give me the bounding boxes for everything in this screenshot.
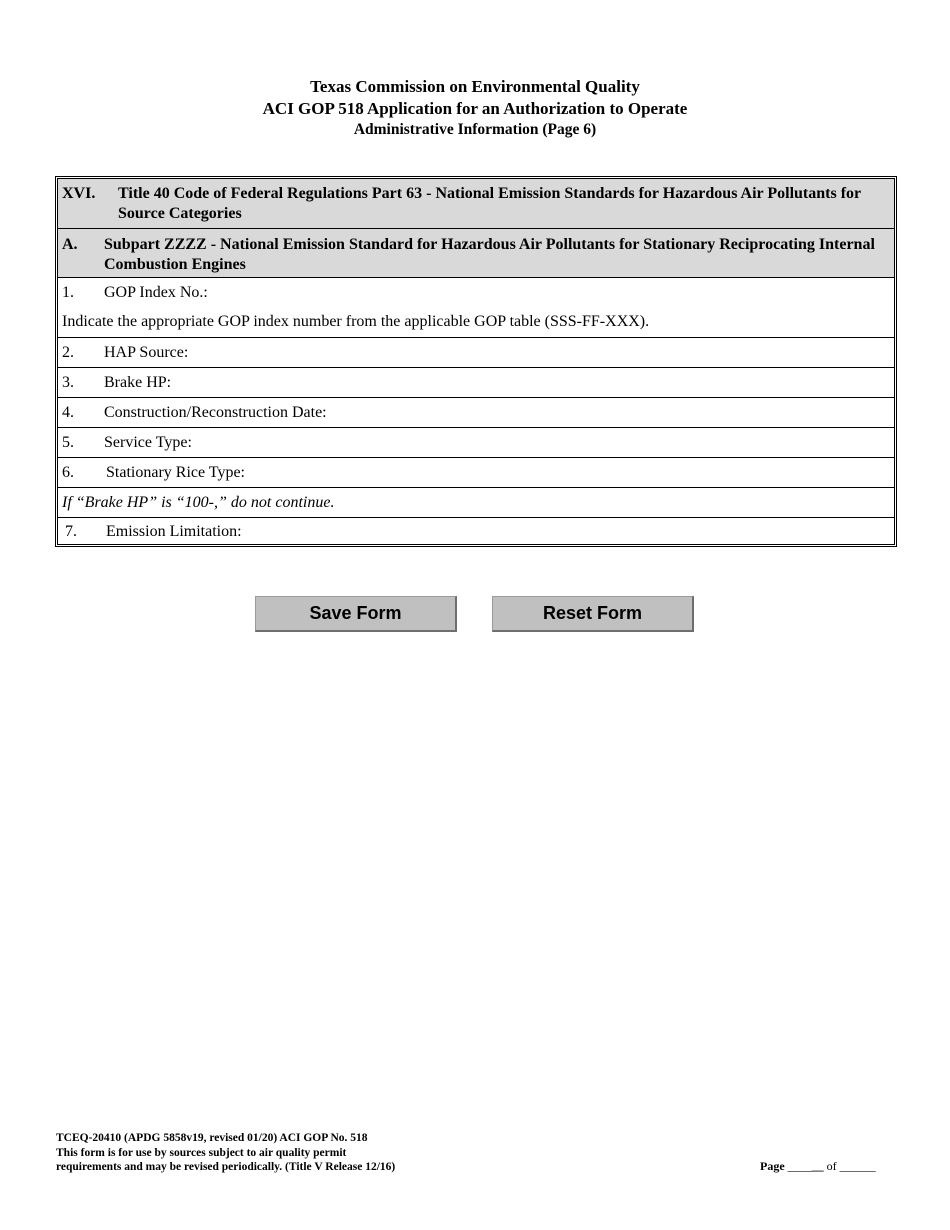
field-number: 3. — [62, 374, 74, 391]
page-number — [760, 1159, 876, 1173]
agency-title: Texas Commission on Environmental Quality — [310, 77, 640, 96]
brake-hp-note: If “Brake HP” is “100-,” do not continue. — [62, 494, 335, 511]
page-total: ______ — [839, 1159, 876, 1173]
field-number: 4. — [62, 404, 74, 421]
page-subtitle: Administrative Information (Page 6) — [353, 121, 597, 138]
field-number: 1. — [62, 284, 74, 301]
construction-date-label: Construction/Reconstruction Date: — [104, 404, 327, 421]
form-title: ACI GOP 518 Application for an Authorization to Operate — [262, 99, 688, 118]
gop-index-row[interactable] — [58, 277, 894, 337]
stationary-rice-type-row[interactable] — [58, 457, 894, 487]
reset-form-button[interactable]: Reset Form — [492, 596, 694, 632]
page-label: Page — [760, 1159, 785, 1173]
page-current: __ — [811, 1159, 824, 1173]
service-type-label: Service Type: — [104, 434, 192, 451]
field-number: 5. — [62, 434, 74, 451]
hap-source-label: HAP Source: — [104, 344, 189, 361]
form-footer — [56, 1131, 556, 1175]
emission-limitation-row[interactable] — [58, 517, 894, 544]
field-number: 7. — [65, 523, 77, 540]
save-form-button[interactable]: Save Form — [255, 596, 457, 632]
section-number: XVI. — [62, 185, 96, 202]
field-number: 6. — [62, 464, 74, 481]
emission-limitation-label: Emission Limitation: — [106, 523, 242, 540]
hap-source-row[interactable] — [58, 337, 894, 367]
form-table — [55, 176, 897, 547]
subsection-title: Subpart ZZZZ - National Emission Standard for Hazardous Air Pollutants for Stationary Reciprocating Internal Combustion Engines — [104, 236, 875, 273]
brake-hp-row[interactable] — [58, 367, 894, 397]
subsection-letter: A. — [62, 236, 78, 253]
brake-hp-note-row — [58, 487, 894, 517]
of-label: of — [826, 1159, 837, 1173]
construction-date-row[interactable] — [58, 397, 894, 427]
section-header — [58, 179, 894, 228]
page-blank: ____ — [787, 1159, 812, 1173]
section-title: Title 40 Code of Federal Regulations Part 63 - National Emission Standards for Hazardous Air Pollutants for Source Categories — [118, 185, 861, 222]
gop-index-instruction: Indicate the appropriate GOP index number from the applicable GOP table (SSS-FF-XXX). — [62, 313, 650, 330]
footer-note-1: This form is for use by sources subject to air quality permit — [56, 1146, 347, 1159]
service-type-row[interactable] — [58, 427, 894, 457]
page-header — [0, 76, 950, 140]
stationary-rice-type-label: Stationary Rice Type: — [106, 464, 245, 481]
footer-note-2: requirements and may be revised periodically. (Title V Release 12/16) — [56, 1161, 396, 1173]
gop-index-label: GOP Index No.: — [104, 284, 208, 301]
form-id: TCEQ-20410 (APDG 5858v19, revised 01/20) ACI GOP No. 518 — [56, 1132, 368, 1144]
subsection-header — [58, 228, 894, 277]
brake-hp-label: Brake HP: — [104, 374, 172, 391]
field-number: 2. — [62, 344, 74, 361]
